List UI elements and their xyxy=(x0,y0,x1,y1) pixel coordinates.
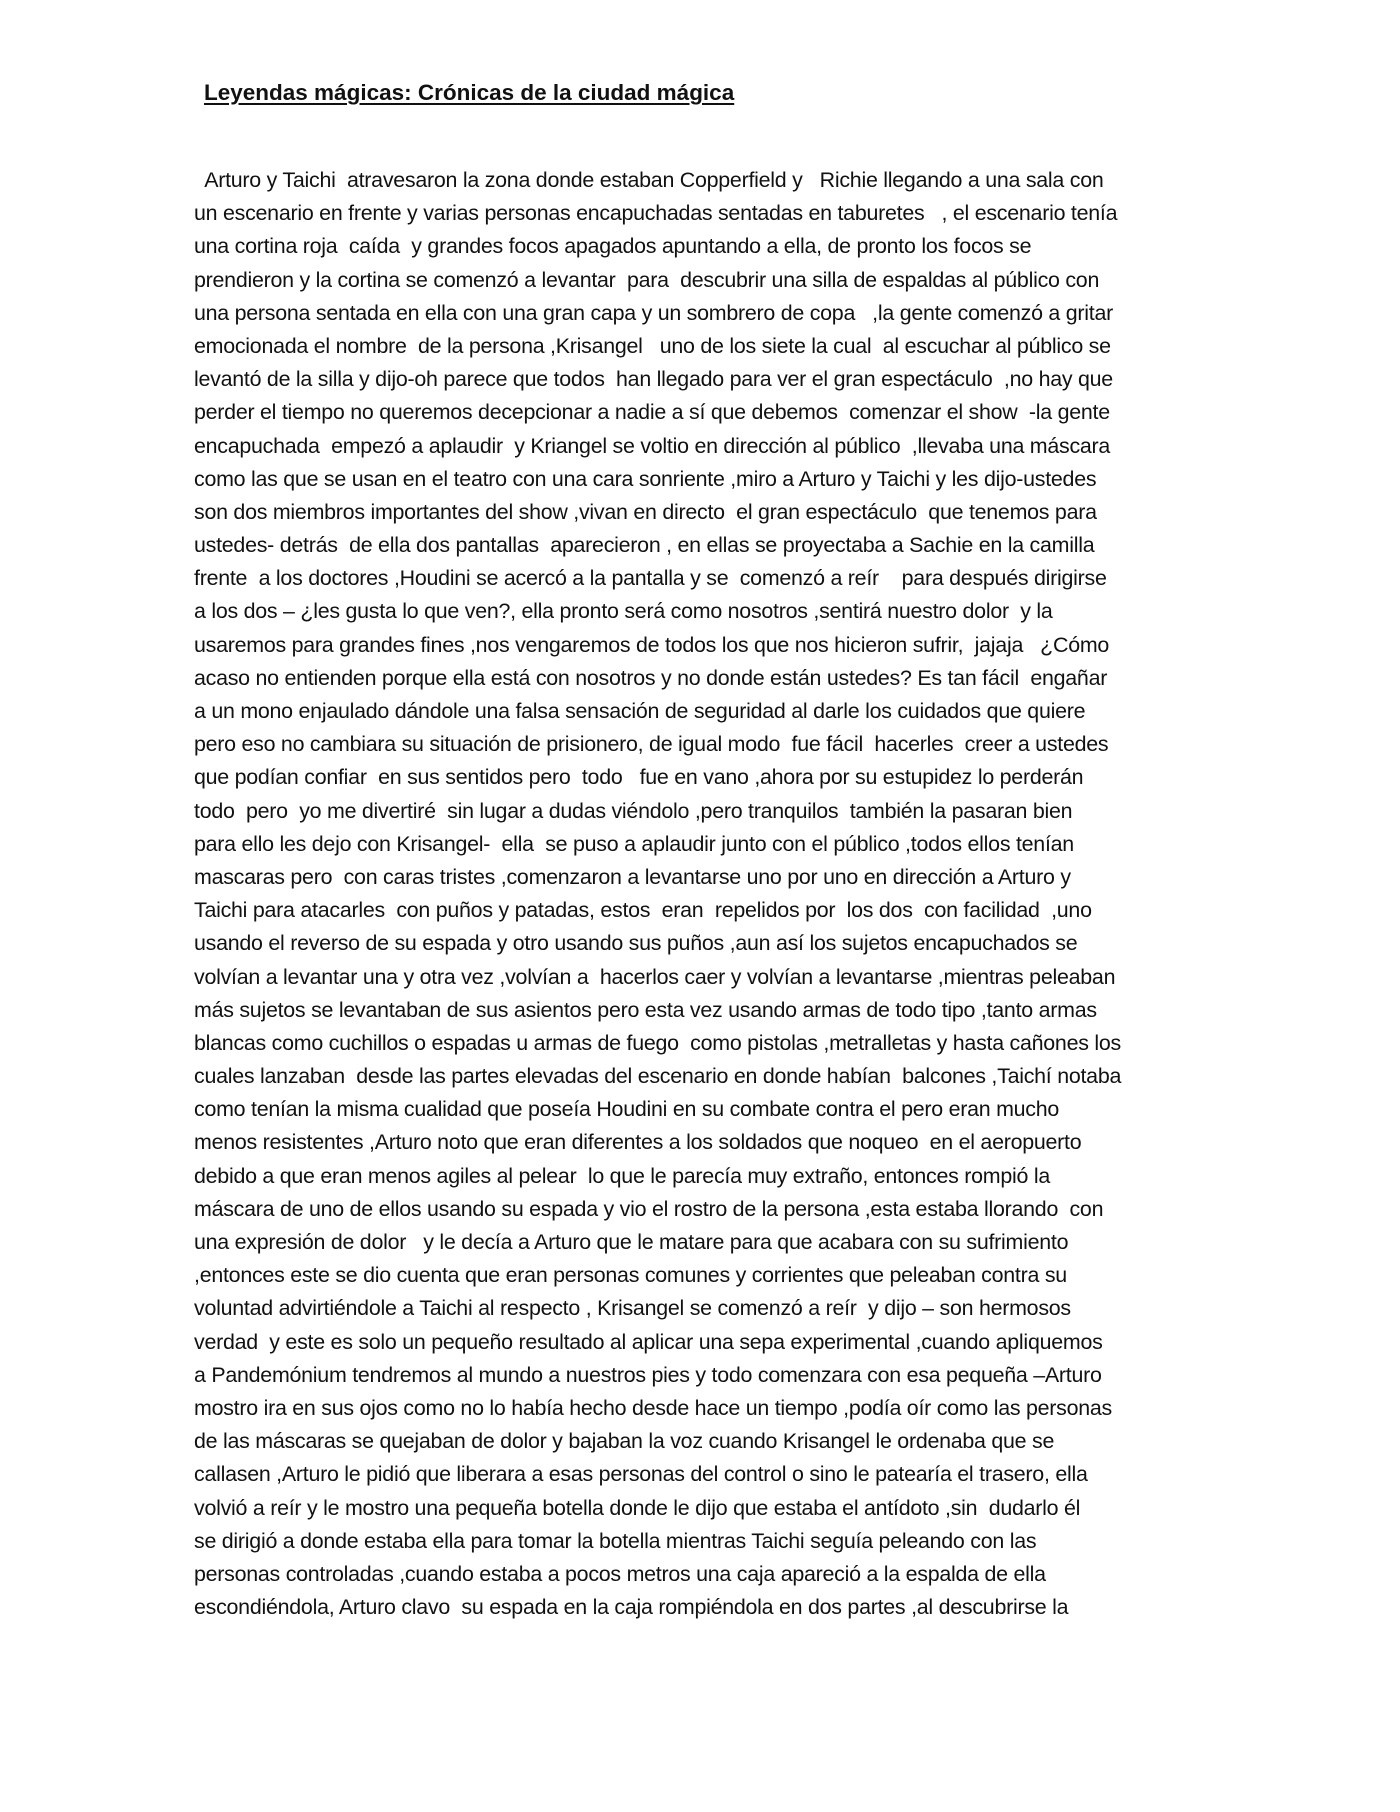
text-line: escondiéndola, Arturo clavo su espada en la caja rompiéndola en dos partes ,al descubrirse la xyxy=(194,1595,1069,1620)
text-line: máscara de uno de ellos usando su espada y vio el rostro de la persona ,esta estaba llorando con xyxy=(194,1196,1104,1221)
text-line: a los dos – ¿les gusta lo que ven?, ella pronto será como nosotros ,sentirá nuestro dolor y la xyxy=(194,599,1053,624)
text-line: como las que se usan en el teatro con una cara sonriente ,miro a Arturo y Taichi y les dijo-ustedes xyxy=(194,466,1097,491)
text-line: mostro ira en sus ojos como no lo había hecho desde hace un tiempo ,podía oír como las personas xyxy=(194,1395,1112,1420)
text-line: a un mono enjaulado dándole una falsa sensación de seguridad al darle los cuidados que quiere xyxy=(194,699,1086,723)
text-line: una persona sentada en ella con una gran capa y un sombrero de copa ,la gente comenzó a gritar xyxy=(194,300,1113,325)
text-line: de las máscaras se quejaban de dolor y bajaban la voz cuando Krisangel le ordenaba que se xyxy=(194,1429,1055,1454)
text-line: prendieron y la cortina se comenzó a levantar para descubrir una silla de espaldas al público con xyxy=(194,267,1100,292)
text-line: ustedes- detrás de ella dos pantallas aparecieron , en ellas se proyectaba a Sachie en la camilla xyxy=(194,533,1095,558)
text-line: todo pero yo me divertiré sin lugar a dudas viéndolo ,pero tranquilos también la pasaran bien xyxy=(194,798,1073,823)
text-line: son dos miembros importantes del show ,vivan en directo el gran espectáculo que tenemos para xyxy=(194,499,1097,524)
document-body xyxy=(194,164,1254,1624)
text-line: mascaras pero con caras tristes ,comenzaron a levantarse uno por uno en dirección a Arturo y xyxy=(194,864,1071,889)
text-line: acaso no entienden porque ella está con nosotros y no donde están ustedes? Es tan fácil engañar xyxy=(194,665,1108,690)
text-line: como tenían la misma cualidad que poseía Houdini en su combate contra el pero eran mucho xyxy=(194,1097,1060,1122)
text-line: una expresión de dolor y le decía a Arturo que le matare para que acabara con su sufrimiento xyxy=(194,1230,1069,1254)
text-line: voluntad advirtiéndole a Taichi al respecto , Krisangel se comenzó a reír y dijo – son hermosos xyxy=(194,1296,1071,1321)
text-line: que podían confiar en sus sentidos pero todo fue en vano ,ahora por su estupidez lo perderán xyxy=(194,765,1084,790)
text-line: usaremos para grandes fines ,nos vengaremos de todos los que nos hicieron sufrir, jajaja ¿Cómo xyxy=(194,632,1110,657)
text-line: frente a los doctores ,Houdini se acercó a la pantalla y se comenzó a reír para después dirigirse xyxy=(194,566,1107,591)
text-line: Arturo y Taichi atravesaron la zona donde estaban Copperfield y Richie llegando a una sala con xyxy=(194,168,1104,192)
text-line: emocionada el nombre de la persona ,Krisangel uno de los siete la cual al escuchar al público se xyxy=(194,333,1111,358)
text-line: verdad y este es solo un pequeño resultado al aplicar una sepa experimental ,cuando apliquemos xyxy=(194,1329,1103,1354)
text-line: usando el reverso de su espada y otro usando sus puños ,aun así los sujetos encapuchados se xyxy=(194,931,1078,956)
text-line: una cortina roja caída y grandes focos apagados apuntando a ella, de pronto los focos se xyxy=(194,234,1032,259)
text-line: encapuchada empezó a aplaudir y Kriangel se voltio en dirección al público ,llevaba una máscara xyxy=(194,433,1111,458)
text-line: pero eso no cambiara su situación de prisionero, de igual modo fue fácil hacerles creer a ustedes xyxy=(194,732,1109,757)
text-line: debido a que eran menos agiles al pelear lo que le parecía muy extraño, entonces rompió la xyxy=(194,1163,1050,1188)
text-line: personas controladas ,cuando estaba a pocos metros una caja apareció a la espalda de ella xyxy=(194,1561,1046,1586)
text-line: perder el tiempo no queremos decepcionar a nadie a sí que debemos comenzar el show -la gente xyxy=(194,400,1110,425)
text-line: un escenario en frente y varias personas encapuchadas sentadas en taburetes , el escenario tenía xyxy=(194,201,1118,226)
text-line: para ello les dejo con Krisangel- ella se puso a aplaudir junto con el público ,todos ellos tenían xyxy=(194,831,1074,856)
text-line: blancas como cuchillos o espadas u armas de fuego como pistolas ,metralletas y hasta cañones los xyxy=(194,1030,1121,1055)
text-line: callasen ,Arturo le pidió que liberara a esas personas del control o sino le patearía el trasero, ella xyxy=(194,1462,1088,1487)
text-line: menos resistentes ,Arturo noto que eran diferentes a los soldados que noqueo en el aeropuerto xyxy=(194,1130,1082,1155)
text-line: cuales lanzaban desde las partes elevadas del escenario en donde habían balcones ,Taichí notaba xyxy=(194,1064,1122,1089)
text-line: volvían a levantar una y otra vez ,volvían a hacerlos caer y volvían a levantarse ,mientras peleaban xyxy=(194,964,1116,989)
text-line: Taichi para atacarles con puños y patadas, estos eran repelidos por los dos con facilidad ,uno xyxy=(194,898,1092,923)
text-line: volvió a reír y le mostro una pequeña botella donde le dijo que estaba el antídoto ,sin dudarlo él xyxy=(194,1495,1081,1520)
text-line: se dirigió a donde estaba ella para tomar la botella mientras Taichi seguía peleando con las xyxy=(194,1528,1037,1553)
document-title: Leyendas mágicas: Crónicas de la ciudad mágica xyxy=(204,80,735,105)
text-line: más sujetos se levantaban de sus asientos pero esta vez usando armas de todo tipo ,tanto armas xyxy=(194,997,1097,1022)
text-line: ,entonces este se dio cuenta que eran personas comunes y corrientes que peleaban contra su xyxy=(194,1263,1067,1288)
text-line: levantó de la silla y dijo-oh parece que todos han llegado para ver el gran espectáculo ,no hay que xyxy=(194,367,1113,392)
text-line: a Pandemónium tendremos al mundo a nuestros pies y todo comenzara con esa pequeña –Arturo xyxy=(194,1362,1102,1387)
